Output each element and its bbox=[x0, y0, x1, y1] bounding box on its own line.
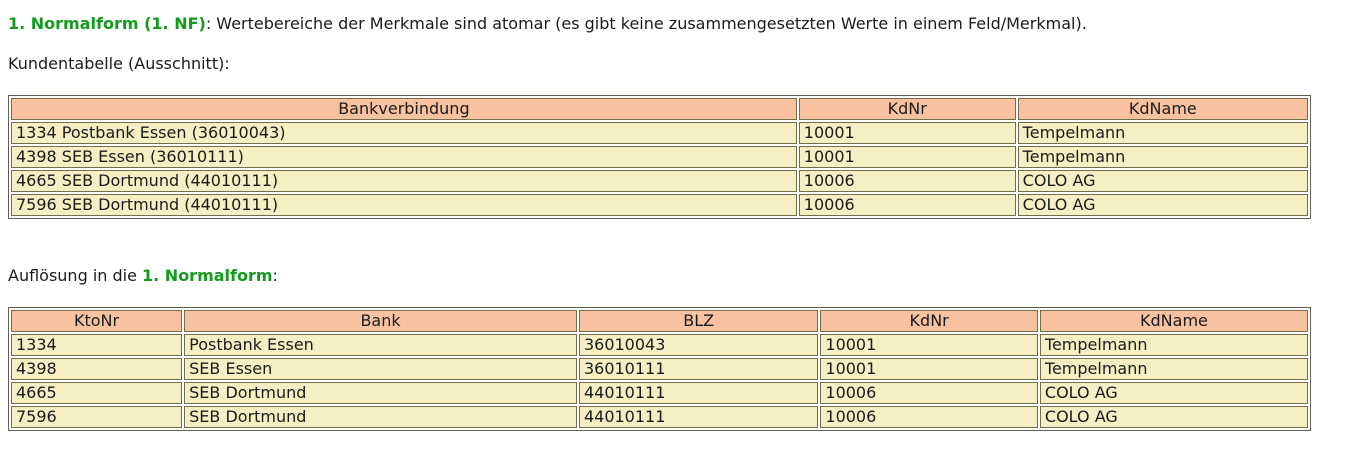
header-row bbox=[11, 310, 1308, 332]
column-header: KdNr bbox=[820, 310, 1038, 332]
table-cell: SEB Dortmund bbox=[184, 406, 577, 428]
intro-heading: 1. Normalform (1. NF) bbox=[8, 14, 206, 33]
table-cell: Tempelmann bbox=[1040, 358, 1308, 380]
table-cell: 7596 SEB Dortmund (44010111) bbox=[11, 194, 797, 216]
table-cell: 10006 bbox=[799, 194, 1016, 216]
column-header: Bank bbox=[184, 310, 577, 332]
table-cell: 10001 bbox=[820, 334, 1038, 356]
table-cell: 44010111 bbox=[579, 406, 818, 428]
table-cell: 4398 SEB Essen (36010111) bbox=[11, 146, 797, 168]
table-cell: 10006 bbox=[820, 382, 1038, 404]
table-row bbox=[11, 194, 1308, 216]
aufloesung-highlight: 1. Normalform bbox=[142, 266, 273, 285]
normalform-table bbox=[8, 307, 1311, 431]
aufloesung-label bbox=[8, 266, 1345, 285]
kundentabelle-label: Kundentabelle (Ausschnitt): bbox=[8, 54, 230, 73]
kundentabelle-table bbox=[8, 95, 1311, 219]
table-cell: Tempelmann bbox=[1018, 146, 1308, 168]
table-cell: Tempelmann bbox=[1018, 122, 1308, 144]
table-cell: COLO AG bbox=[1040, 406, 1308, 428]
table-cell: 10006 bbox=[799, 170, 1016, 192]
table-cell: 4398 bbox=[11, 358, 182, 380]
column-header: BLZ bbox=[579, 310, 818, 332]
table-cell: 7596 bbox=[11, 406, 182, 428]
column-header: KdNr bbox=[799, 98, 1016, 120]
table-row bbox=[11, 382, 1308, 404]
table-cell: 1334 Postbank Essen (36010043) bbox=[11, 122, 797, 144]
table-cell: 44010111 bbox=[579, 382, 818, 404]
table-row bbox=[11, 334, 1308, 356]
intro-text: : Wertebereiche der Merkmale sind atomar (es gibt keine zusammengesetzten Werte in einem Feld/Merkmal). bbox=[205, 14, 1087, 33]
column-header: KdName bbox=[1018, 98, 1308, 120]
table-cell: 10001 bbox=[799, 146, 1016, 168]
table-cell: 4665 SEB Dortmund (44010111) bbox=[11, 170, 797, 192]
table-cell: 4665 bbox=[11, 382, 182, 404]
table-row bbox=[11, 146, 1308, 168]
table-cell: 10001 bbox=[799, 122, 1016, 144]
table-cell: 36010111 bbox=[579, 358, 818, 380]
aufloesung-suffix: : bbox=[272, 266, 278, 285]
table-cell: COLO AG bbox=[1018, 194, 1308, 216]
table-row bbox=[11, 406, 1308, 428]
table-cell: Postbank Essen bbox=[184, 334, 577, 356]
table-cell: 36010043 bbox=[579, 334, 818, 356]
table-cell: SEB Dortmund bbox=[184, 382, 577, 404]
intro-paragraph bbox=[8, 14, 1345, 33]
table-row bbox=[11, 358, 1308, 380]
table-row bbox=[11, 170, 1308, 192]
table-cell: 1334 bbox=[11, 334, 182, 356]
table-row bbox=[11, 122, 1308, 144]
column-header: KdName bbox=[1040, 310, 1308, 332]
table-cell: 10001 bbox=[820, 358, 1038, 380]
aufloesung-prefix: Auflösung in die bbox=[8, 266, 143, 285]
table-cell: 10006 bbox=[820, 406, 1038, 428]
table-cell: Tempelmann bbox=[1040, 334, 1308, 356]
header-row bbox=[11, 98, 1308, 120]
table-cell: COLO AG bbox=[1018, 170, 1308, 192]
column-header: KtoNr bbox=[11, 310, 182, 332]
table-cell: SEB Essen bbox=[184, 358, 577, 380]
table-cell: COLO AG bbox=[1040, 382, 1308, 404]
column-header: Bankverbindung bbox=[11, 98, 797, 120]
